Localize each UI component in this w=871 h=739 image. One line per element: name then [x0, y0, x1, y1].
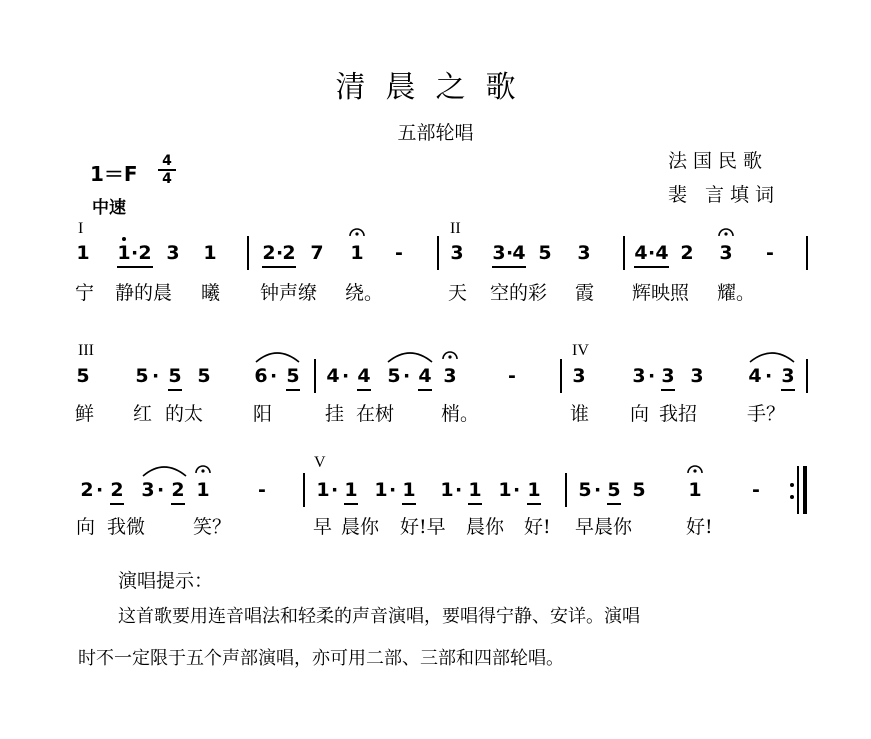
performance-notes-line-2: 时不一定限于五个声部演唱，亦可用二部、三部和四部轮唱。: [78, 648, 564, 669]
note: 2: [110, 479, 124, 501]
note: 1: [374, 479, 388, 501]
note: 5: [538, 242, 552, 264]
note: 3: [141, 479, 155, 501]
dot: ·: [96, 479, 104, 501]
note: 2: [80, 479, 94, 501]
lyric: 在树: [356, 403, 395, 425]
note: 2: [282, 242, 296, 264]
note: 5: [76, 365, 90, 387]
credit-lyricist: 裴 言填词: [668, 184, 781, 206]
slur: [388, 353, 432, 362]
lyric: 我微: [107, 516, 146, 538]
note: 1: [402, 479, 416, 501]
lyric: 早: [313, 516, 333, 538]
note: 5: [607, 479, 621, 501]
lyric: 鲜: [75, 403, 95, 425]
dot: ·: [648, 365, 656, 387]
fermata: [350, 229, 364, 236]
note: 6: [254, 365, 268, 387]
fermata: [688, 466, 702, 473]
lyric: 好!: [524, 516, 551, 538]
performance-notes-line-1: 这首歌要用连音唱法和轻柔的声音演唱，要唱得宁静、安详。演唱: [118, 606, 640, 627]
tempo-marking: 中速: [92, 198, 126, 218]
dot: ·: [152, 365, 160, 387]
part-label-5: V: [314, 454, 326, 471]
dash: -: [752, 479, 760, 501]
lyric: 空的彩: [490, 282, 548, 304]
lyric: 笑？: [193, 516, 232, 538]
song-subtitle: 五部轮唱: [397, 122, 474, 144]
note: 3: [450, 242, 464, 264]
lyric: 早晨你: [575, 516, 633, 538]
note: 3: [443, 365, 457, 387]
note: 1: [440, 479, 454, 501]
repeat-dot: [790, 495, 794, 499]
lyric: 宁: [75, 282, 95, 304]
note: 2: [262, 242, 276, 264]
part-label-1: I: [78, 220, 84, 237]
note: 1: [196, 479, 210, 501]
note: 7: [310, 242, 324, 264]
lyric: 梢。: [441, 403, 480, 425]
note: 4: [418, 365, 432, 387]
fermata: [196, 466, 210, 473]
lyric: 阳: [253, 403, 273, 425]
dot: ·: [342, 365, 350, 387]
lyric: 绕。: [345, 282, 384, 304]
note: 3: [572, 365, 586, 387]
note: 1: [117, 242, 131, 264]
note: 2: [680, 242, 694, 264]
lyric: 曦: [201, 282, 221, 304]
time-signature-top: 4: [162, 153, 172, 169]
lyric: 向: [630, 403, 650, 425]
note: 4: [634, 242, 648, 264]
lyric: 的太: [165, 403, 204, 425]
note: 3: [719, 242, 733, 264]
lyric: 霞: [575, 282, 595, 304]
lyric: 好!: [686, 516, 713, 538]
lyric: 挂: [325, 403, 345, 425]
note: 3: [690, 365, 704, 387]
performance-notes-label: 演唱提示：: [118, 570, 214, 592]
dot: ·: [270, 365, 278, 387]
dash: -: [258, 479, 266, 501]
note: 3: [661, 365, 675, 387]
lyric: 钟声缭: [260, 282, 318, 304]
dot: ·: [765, 365, 773, 387]
note: 4: [748, 365, 762, 387]
note: 1: [350, 242, 364, 264]
lyric: 静的晨: [115, 282, 173, 304]
dot: ·: [506, 242, 514, 264]
dot: ·: [131, 242, 139, 264]
dot: ·: [276, 242, 284, 264]
note: 5: [197, 365, 211, 387]
note: 4: [512, 242, 526, 264]
lyric: 晨你: [466, 516, 505, 538]
part-label-3: III: [78, 342, 94, 359]
note: 5: [632, 479, 646, 501]
note: 3: [781, 365, 795, 387]
lyric: 耀。: [717, 282, 756, 304]
note: 4: [357, 365, 371, 387]
note: 1: [498, 479, 512, 501]
note: 1: [344, 479, 358, 501]
note: 3: [492, 242, 506, 264]
dot: ·: [455, 479, 463, 501]
dot: ·: [513, 479, 521, 501]
dot: ·: [648, 242, 656, 264]
dot: ·: [331, 479, 339, 501]
lyric: 手？: [747, 403, 786, 425]
dash: -: [508, 365, 516, 387]
lyric: 我招: [659, 403, 698, 425]
note: 3: [166, 242, 180, 264]
note: 1: [316, 479, 330, 501]
slur: [750, 353, 794, 362]
note: 5: [286, 365, 300, 387]
credit-origin: 法国民歌: [668, 150, 769, 172]
lyric: 辉映照: [632, 282, 690, 304]
dash: -: [395, 242, 403, 264]
note: 3: [632, 365, 646, 387]
note: 3: [577, 242, 591, 264]
note: 1: [688, 479, 702, 501]
fermata: [719, 229, 733, 236]
dot: ·: [157, 479, 165, 501]
key-signature: 1＝F: [90, 162, 138, 186]
lyric: 谁: [570, 403, 590, 425]
lyric: 红: [133, 403, 153, 425]
note: 1: [527, 479, 541, 501]
part-label-2: II: [450, 220, 461, 237]
lyric: 天: [448, 282, 468, 304]
note: 2: [171, 479, 185, 501]
time-signature-bottom: 4: [162, 171, 172, 187]
slur: [256, 353, 299, 362]
repeat-dot: [790, 483, 794, 487]
part-label-4: IV: [572, 342, 589, 359]
note: 5: [578, 479, 592, 501]
dot: ·: [389, 479, 397, 501]
lyric: 晨你: [341, 516, 380, 538]
song-title: 清晨之歌: [335, 70, 536, 105]
dash: -: [766, 242, 774, 264]
note: 1: [76, 242, 90, 264]
note: 5: [135, 365, 149, 387]
note: 1: [468, 479, 482, 501]
note: 1: [203, 242, 217, 264]
note: 5: [387, 365, 401, 387]
note: 2: [138, 242, 152, 264]
fermata: [443, 352, 457, 359]
dot: ·: [594, 479, 602, 501]
note: 4: [655, 242, 669, 264]
note: 5: [168, 365, 182, 387]
note: 4: [326, 365, 340, 387]
slur: [143, 467, 186, 476]
lyric: 向: [76, 516, 96, 538]
lyric: 好!早: [400, 516, 446, 538]
octave-dot: [122, 237, 126, 241]
dot: ·: [403, 365, 411, 387]
